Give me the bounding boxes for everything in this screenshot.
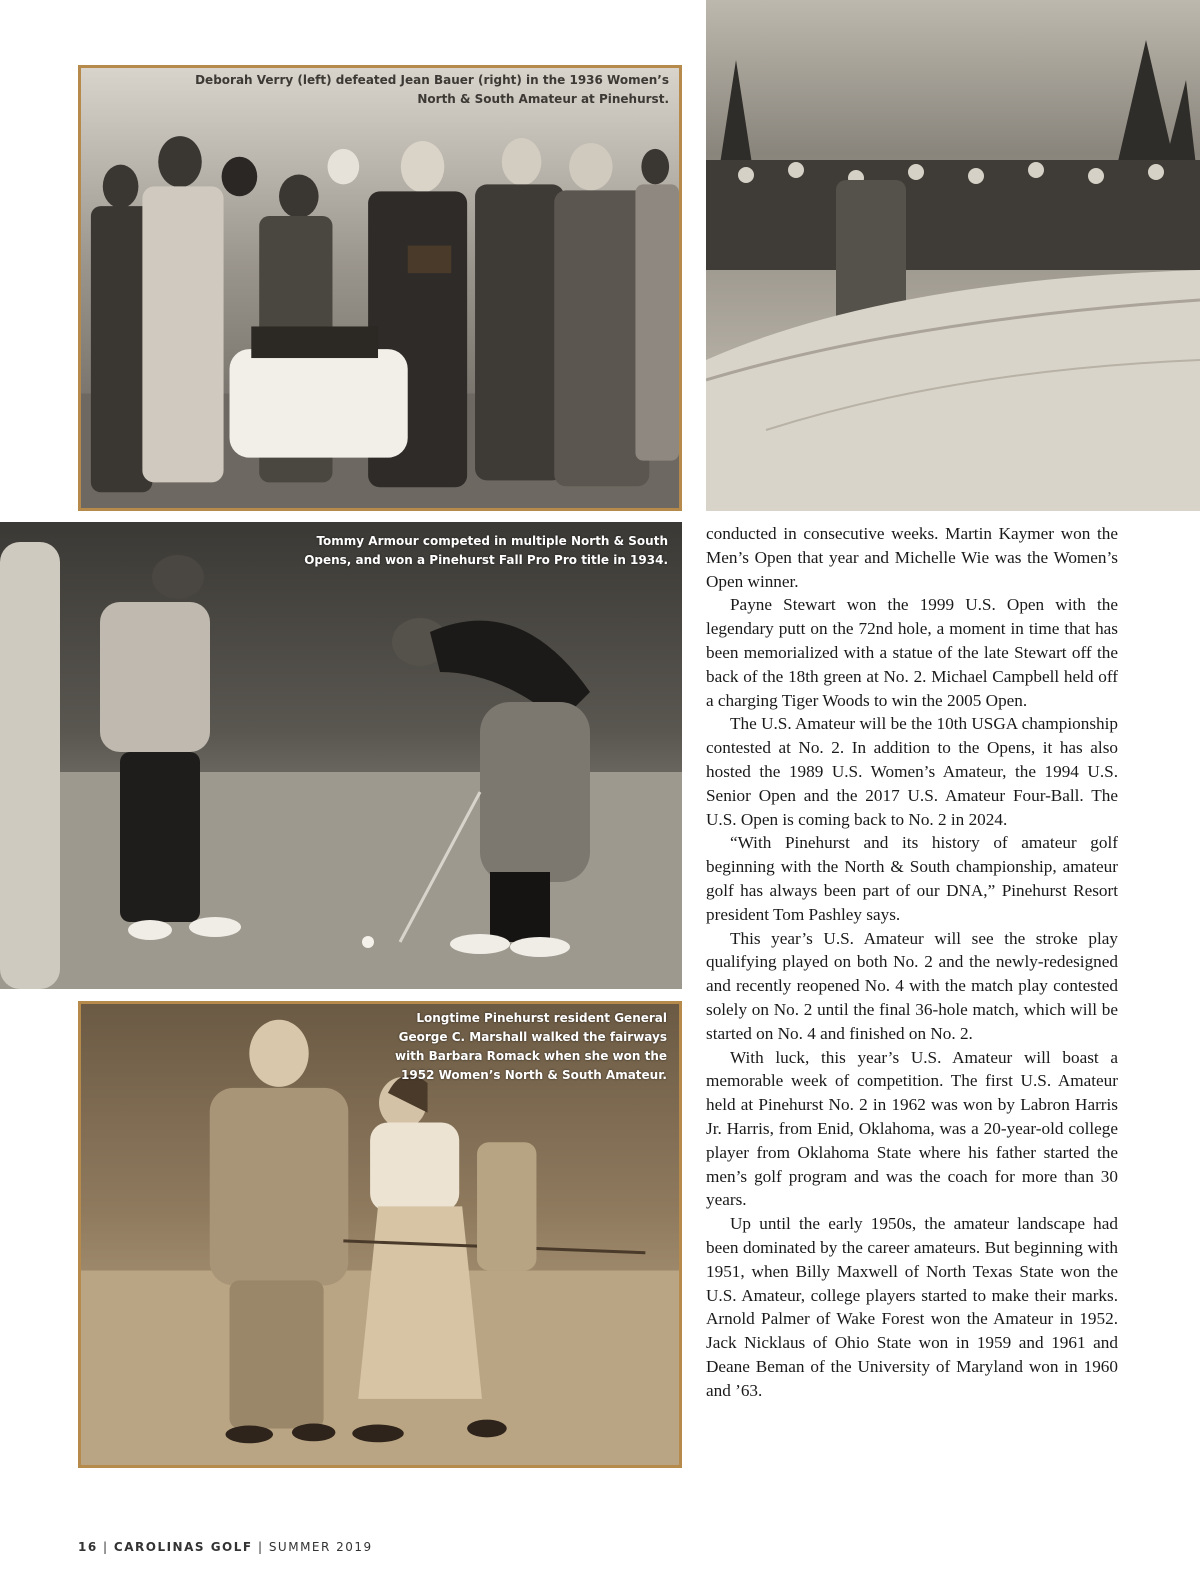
article-paragraph: This year’s U.S. Amateur will see the stroke play qualifying played on both No. 2 and the newly-redesigned and recently reopened No. 4 with the match play contested solely on No. 2 until the final 36-hole match, which will be started on No. 4 and finished on No. 2. xyxy=(706,928,1118,1043)
photo-trophy-presentation-image xyxy=(81,68,679,508)
article-paragraph: conducted in consecutive weeks. Martin Kaymer won the Men’s Open that year and Michelle Wie was the Women’s Open winner. xyxy=(706,524,1118,591)
photo-caption: Longtime Pinehurst resident General George C. Marshall walked the fairways with Barbara Romack when she won the 1952 Women’s North & South Amateur. xyxy=(394,1011,667,1082)
photo-gallery-bunker-image xyxy=(706,0,1200,511)
article-paragraph: With luck, this year’s U.S. Amateur will boast a memorable week of competition. The first U.S. Amateur held at Pinehurst No. 2 in 1962 was won by Labron Harris Jr. Harris, from Enid, Oklahoma, was a 20-year-old college player from Oklahoma State where his father started the men’s golf program and was the coach for more than 30 years. xyxy=(706,1047,1118,1210)
article-body xyxy=(706,522,1118,1402)
article-paragraph: Up until the early 1950s, the amateur landscape had been dominated by the career amateurs. But beginning with 1951, when Billy Maxwell of North Texas State won the U.S. Amateur, college players started to make their marks. Arnold Palmer of Wake Forest won the Amateur in 1952. Jack Nicklaus of Ohio State won in 1959 and 1961 and Deane Beman of the University of Maryland won in 1960 and ’63. xyxy=(706,1214,1118,1400)
page-number: 16 xyxy=(78,1540,98,1554)
article-paragraph: Payne Stewart won the 1999 U.S. Open with the legendary putt on the 72nd hole, a moment in time that has been memorialized with a statue of the late Stewart off the back of the 18th green at No. 2. Michael Campbell held off a charging Tiger Woods to win the 2005 Open. xyxy=(706,595,1118,710)
photo-caption: Tommy Armour competed in multiple North & South Opens, and won a Pinehurst Fall Pro Pro title in 1934. xyxy=(304,534,668,567)
article-paragraph: “With Pinehurst and its history of amateur golf beginning with the North & South championship, amateur golf has always been part of our DNA,” Pinehurst Resort president Tom Pashley says. xyxy=(706,833,1118,924)
magazine-name: CAROLINAS GOLF xyxy=(113,1540,253,1554)
page-footer xyxy=(78,1540,373,1554)
photo-marshall-romack xyxy=(78,1001,682,1468)
article-paragraph: The U.S. Amateur will be the 10th USGA championship contested at No. 2. In addition to the Opens, it has also hosted the 1989 U.S. Women’s Amateur, the 1994 U.S. Senior Open and the 2017 U.S. Amateur Four-Ball. The U.S. Open is coming back to No. 2 in 2024. xyxy=(706,714,1118,829)
footer-separator: | xyxy=(257,1540,264,1554)
photo-trophy-presentation xyxy=(78,65,682,511)
photo-caption: Deborah Verry (left) defeated Jean Bauer (right) in the 1936 Women’s North & South Amateur at Pinehurst. xyxy=(195,73,669,106)
footer-separator: | xyxy=(103,1540,109,1554)
photo-tommy-armour-putting xyxy=(0,522,682,989)
photo-gallery-bunker xyxy=(706,0,1200,511)
issue-label: SUMMER 2019 xyxy=(268,1540,373,1554)
photo-tommy-armour-putting-image xyxy=(0,522,682,989)
